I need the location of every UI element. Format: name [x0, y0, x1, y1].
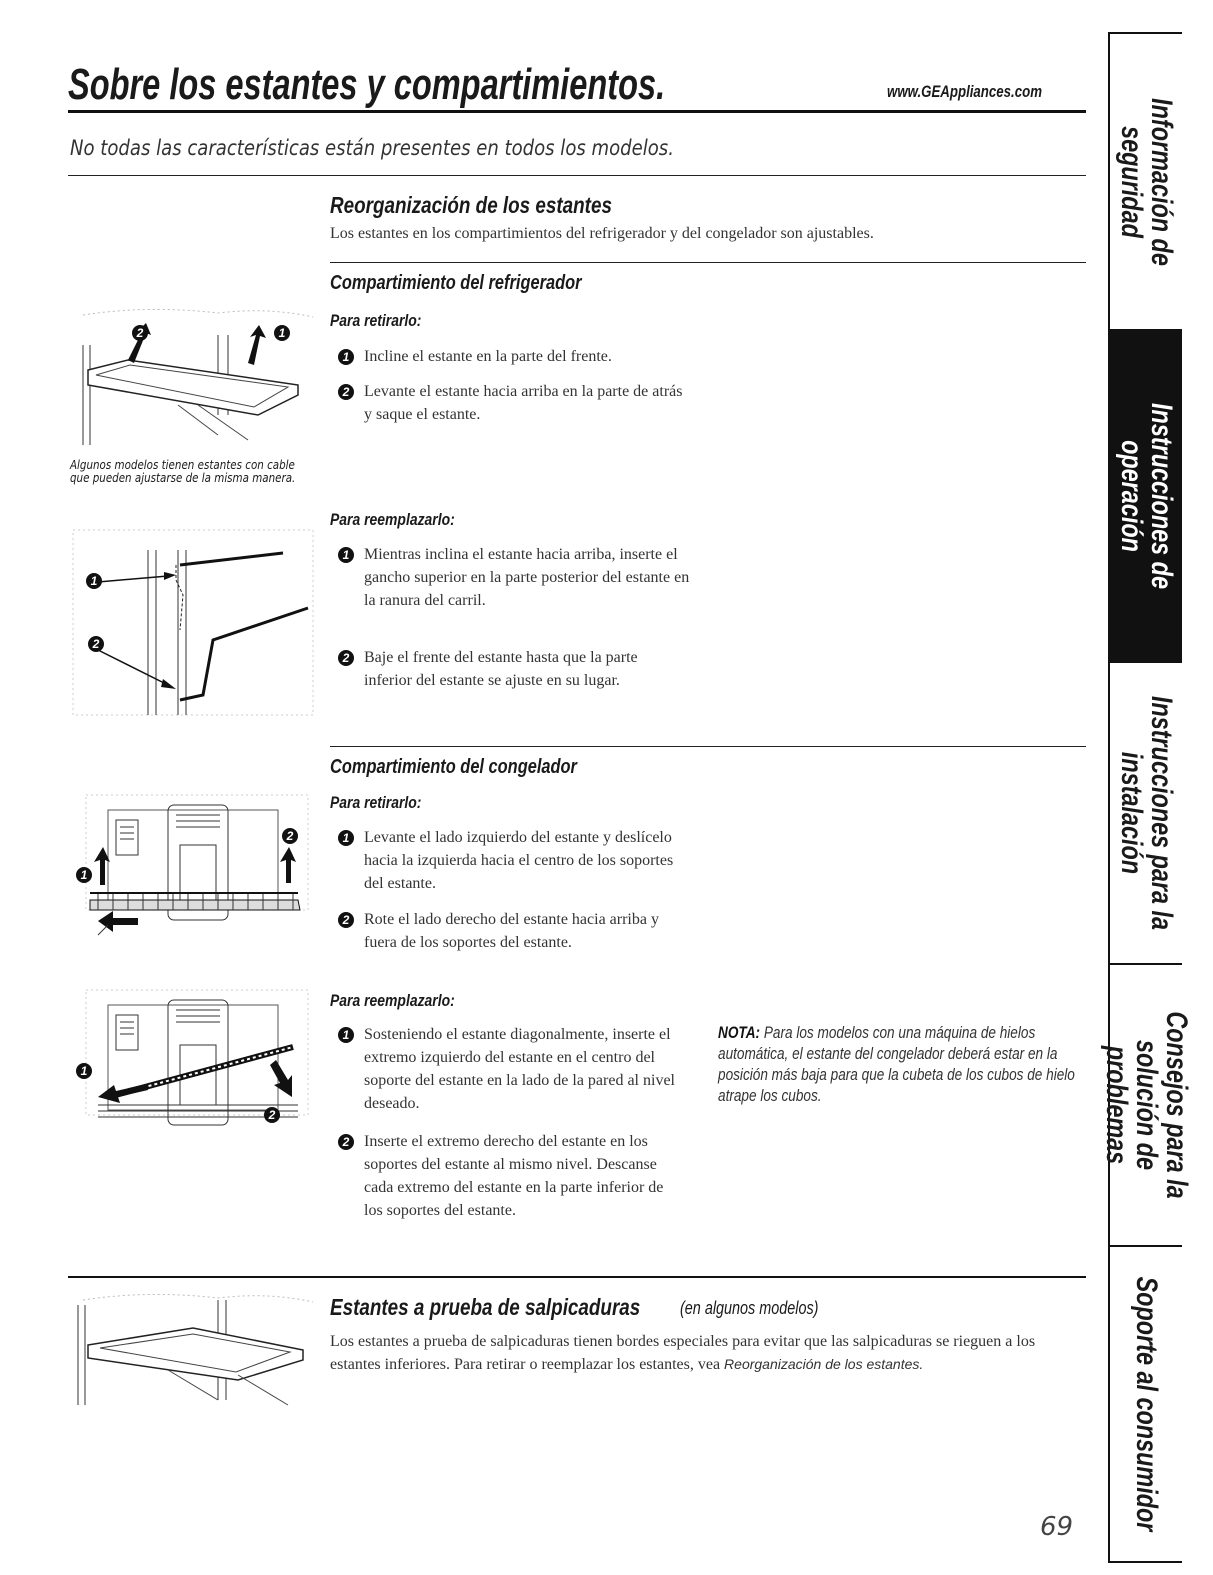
spill-proof-shelf-illustration [68, 1290, 318, 1410]
figure-callout-1: 1 [76, 867, 92, 883]
fridge-caption [70, 459, 320, 487]
fridge-heading [330, 272, 637, 295]
tab-operating-instructions[interactable] [1110, 331, 1182, 663]
website-url-text[interactable]: www.GEAppliances.com [887, 82, 1042, 101]
fridge-remove-label-text: Para retirarlo: [330, 311, 422, 330]
step-number-badge: 2 [338, 384, 354, 400]
step-text: Rote el lado derecho del estante hacia arriba y fuera de los soportes del estante. [364, 911, 659, 951]
freezer-note [718, 1022, 1090, 1106]
tab-troubleshooting-tips[interactable] [1100, 965, 1193, 1247]
step-number-badge: 2 [338, 912, 354, 928]
tab-label: Información de seguridad [1115, 97, 1178, 266]
freezer-heading [330, 756, 631, 779]
freezer-remove-label-text: Para retirarlo: [330, 793, 422, 812]
spill-text-body: Los estantes a prueba de salpicaduras tienen bordes especiales para evitar que las salpicaduras se rieguen a los estantes inferiores. Para retirar o reemplazar los estantes, vea [330, 1333, 1036, 1373]
website-url[interactable] [887, 82, 1086, 102]
figure-callout-2: 2 [88, 636, 104, 652]
freezer-rule [68, 1276, 1086, 1278]
tab-label: Soporte al consumidor [1130, 1276, 1163, 1532]
page-number-text: 69 [1040, 1512, 1074, 1542]
step-text: Baje el frente del estante hasta que la parte inferior del estante se ajuste en su lugar. [364, 649, 638, 689]
page-title-text: Sobre los estantes y compartimientos. [68, 60, 666, 109]
reorg-rule [330, 262, 1086, 263]
step-number-badge: 1 [338, 547, 354, 563]
step-text: Levante el lado izquierdo del estante y deslícelo hacia la izquierda hacia el centro de los soportes del estante. [364, 829, 674, 892]
reorg-intro: Los estantes en los compartimientos del refrigerador y del congelador son ajustables. [330, 225, 874, 242]
subtitle-rule [68, 175, 1086, 176]
fridge-heading-text: Compartimiento del refrigerador [330, 272, 582, 294]
spill-text [330, 1330, 1050, 1376]
spill-heading [330, 1294, 708, 1321]
figure-callout-1: 1 [274, 325, 290, 341]
figure-callout-2: 2 [132, 325, 148, 341]
page-subtitle-text: No todas las características están presentes en todos los modelos. [70, 136, 674, 160]
step-text: Mientras inclina el estante hacia arriba, inserte el gancho superior en la parte posterior del estante en la ranura del carril. [364, 546, 690, 609]
spill-heading-note-text: (en algunos modelos) [680, 1298, 819, 1318]
tab-label: Instrucciones de operación [1115, 403, 1178, 589]
fridge-replace-label [330, 510, 482, 530]
page-title [68, 62, 875, 108]
step-text: Incline el estante en la parte del frente. [364, 348, 612, 365]
tab-label: Consejos para la solución de problemas [1100, 1011, 1193, 1199]
freezer-remove-label [330, 793, 442, 813]
step-text: Sosteniendo el estante diagonalmente, inserte el extremo izquierdo del estante en el centro del soporte del estante en la lado de la pared al nivel deseado. [364, 1026, 675, 1112]
tab-consumer-support[interactable] [1110, 1247, 1182, 1561]
step-number-badge: 2 [338, 650, 354, 666]
fridge-shelf-replace-illustration [68, 520, 318, 720]
step-text: Levante el estante hacia arriba en la parte de atrás y saque el estante. [364, 383, 683, 423]
figure-callout-2: 2 [264, 1107, 280, 1123]
reorg-heading-text: Reorganización de los estantes [330, 192, 612, 218]
step-number-badge: 1 [338, 830, 354, 846]
figure-callout-2: 2 [282, 828, 298, 844]
spill-crossref-link[interactable]: Reorganización de los estantes. [724, 1356, 924, 1372]
spill-heading-text: Estantes a prueba de salpicaduras [330, 1294, 641, 1320]
fridge-replace-label-text: Para reemplazarlo: [330, 510, 455, 529]
tab-label: Instrucciones para la instalación [1115, 695, 1178, 931]
section-sidebar [1100, 32, 1193, 1563]
figure-callout-1: 1 [76, 1063, 92, 1079]
fridge-caption-text: Algunos modelos tienen estantes con cable que pueden ajustarse de la misma manera. [70, 458, 296, 485]
figure-callout-1: 1 [86, 573, 102, 589]
fridge-rule [330, 746, 1086, 747]
freezer-shelf-remove-illustration [68, 785, 318, 945]
note-label: NOTA: [718, 1023, 761, 1042]
freezer-heading-text: Compartimiento del congelador [330, 756, 577, 778]
page-number [1040, 1512, 1073, 1542]
freezer-shelf-replace-illustration [68, 985, 318, 1135]
step-number-badge: 2 [338, 1134, 354, 1150]
page-subtitle [70, 136, 772, 160]
reorg-heading [330, 192, 674, 219]
note-text: Para los modelos con una máquina de hielos automática, el estante del congelador deberá estar en la posición más baja para que la cubeta de los cubos de hielo atrape los cubos. [718, 1023, 1075, 1105]
header-rule [68, 110, 1086, 113]
tab-installation-instructions[interactable] [1110, 663, 1182, 965]
step-number-badge: 1 [338, 1027, 354, 1043]
freezer-replace-label [330, 991, 482, 1011]
spill-heading-note [680, 1298, 853, 1319]
step-number-badge: 1 [338, 349, 354, 365]
fridge-remove-label [330, 311, 442, 331]
step-text: Inserte el extremo derecho del estante en los soportes del estante al mismo nivel. Descanse cada extremo del estante en la parte inferior de los soportes del estante. [364, 1133, 664, 1219]
freezer-replace-label-text: Para reemplazarlo: [330, 991, 455, 1010]
tab-safety-information[interactable] [1110, 34, 1182, 331]
